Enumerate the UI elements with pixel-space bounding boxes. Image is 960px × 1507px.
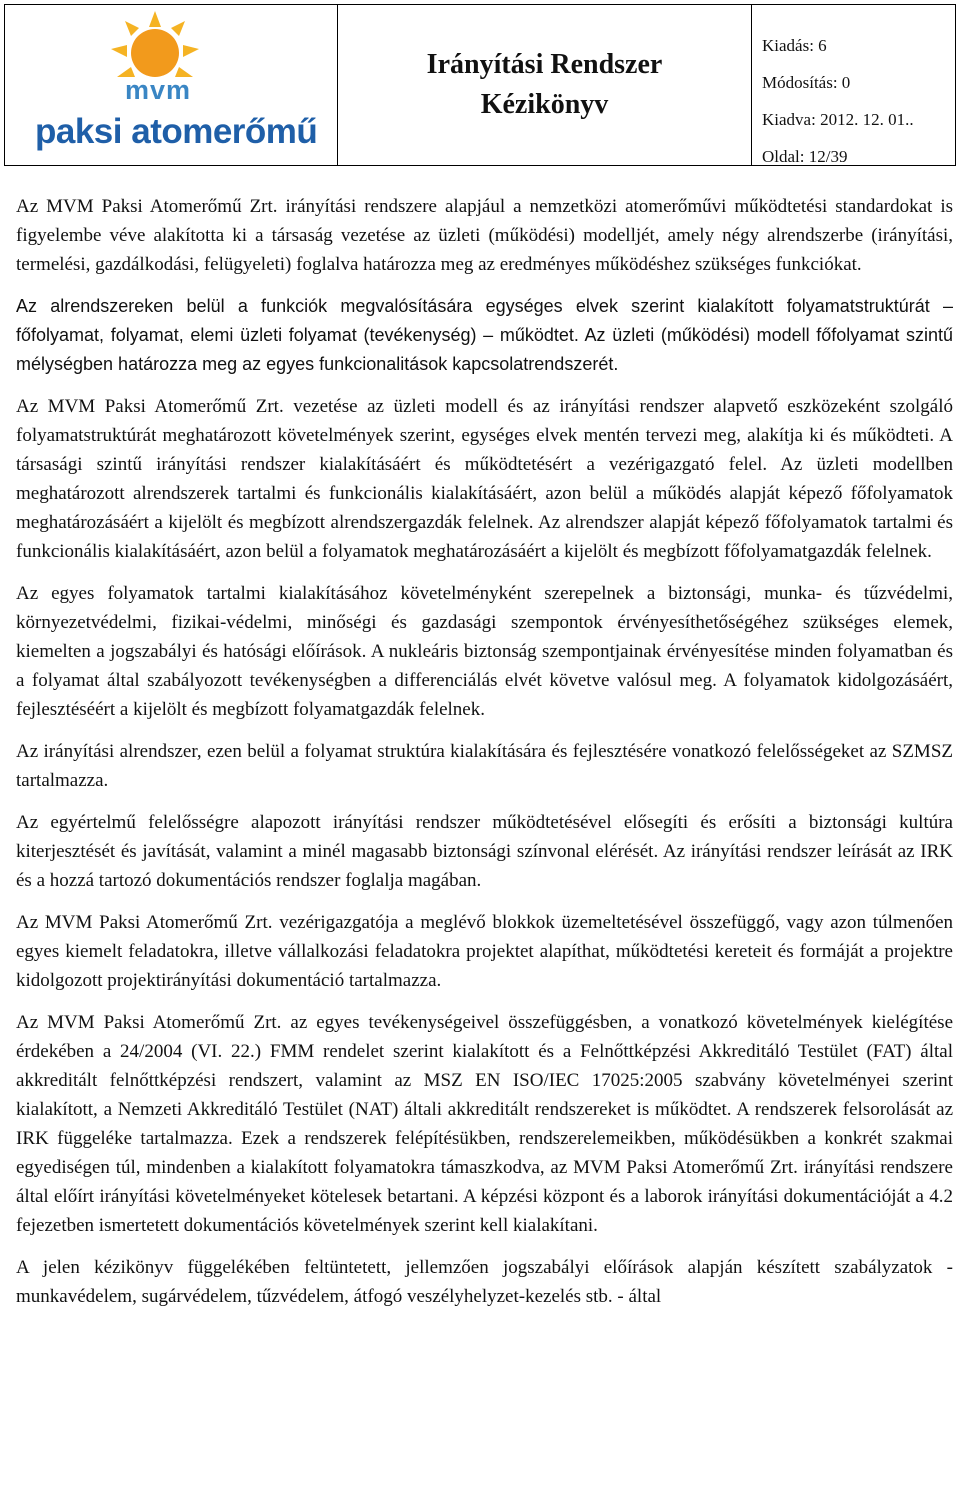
document-header <box>4 4 956 166</box>
meta-kiadva: Kiadva: 2012. 12. 01.. <box>762 110 914 129</box>
paragraph-1: Az MVM Paksi Atomerőmű Zrt. irányítási rendszere alapjául a nemzetközi atomerőművi működtetési standardokat is figyelembe véve alakította ki a társaság vezetése az üzleti (működési) modelljét, amely négy alrendszerbe (irányítási, termelési, gazdálkodási, felügyeleti) foglalva határozza meg az eredményes működéshez szükséges funkciókat. <box>16 196 953 275</box>
logo-mvm-text: mvm <box>125 75 192 105</box>
paragraph-9: A jelen kézikönyv függelékében feltüntetett, jellemzően jogszabályi előírások alapján készített szabályzatok - munkavédelem, sugárvédelem, tűzvédelem, átfogó veszélyhelyzet-kezelés stb. - által <box>16 1257 953 1307</box>
document-meta <box>752 5 955 165</box>
document-body <box>16 192 953 1324</box>
title-line-1: Irányítási Rendszer <box>426 49 663 80</box>
paragraph-4: Az egyes folyamatok tartalmi kialakításához követelményként szerepelnek a biztonsági, munka- és tűzvédelmi, környezetvédelmi, fizikai-védelmi, minőségi és gazdasági szempontok érvényesíthetőségéhez szükséges elemek, kiemelten a jogszabályi és hatósági előírások. A nukleáris biztonság szempontjainak érvényesítése minden folyamatban és a folyamat által szabályozott tevékenységben a differenciálás elvét követve valósul meg. A folyamatok kidolgozásáért, fejlesztéséért a kijelölt és megbízott folyamatgazdák felelnek. <box>16 583 953 720</box>
paragraph-7: Az MVM Paksi Atomerőmű Zrt. vezérigazgatója a meglévő blokkok üzemeltetésével összefüggő, vagy azon túlmenően egyes kiemelt feladatokra, illetve vállalkozási feladatokra projektet alapíthat, működtetési kereteit és formáját a projektre kidolgozott projektirányítási dokumentáció tartalmazza. <box>16 912 953 991</box>
document-title <box>338 5 752 165</box>
meta-oldal: Oldal: 12/39 <box>762 147 848 166</box>
meta-kiadas: Kiadás: 6 <box>762 36 827 55</box>
company-logo <box>5 5 338 165</box>
paragraph-6: Az egyértelmű felelősségre alapozott irányítási rendszer működtetésével elősegíti és erősíti a biztonsági kultúra kiterjesztését és javítását, valamint a minél magasabb biztonsági színvonal elérését. Az irányítási rendszer leírását az IRK és a hozzá tartozó dokumentációs rendszer foglalja magában. <box>16 812 953 891</box>
paragraph-8: Az MVM Paksi Atomerőmű Zrt. az egyes tevékenységeivel összefüggésben, a vonatkozó követelmények kielégítése érdekében a 24/2004 (VI. 22.) FMM rendelet szerint kialakított és a Felnőttképzési Akkreditáló Testület (FAT) által akkreditált felnőttképzési rendszert, valamint az MSZ EN ISO/IEC 17025:2005 szabvány követelményei szerint kialakított, a Nemzeti Akkreditáló Testület (NAT) általi akkreditált rendszereket is működtet. A rendszerek felsorolását az IRK függeléke tartalmazza. Ezek a rendszerek felépítésükben, rendszerelemeikben, működésükben a konkrét szakmai egyediségen túl, mindenben a kialakított folyamatokra támaszkodva, az MVM Paksi Atomerőmű Zrt. irányítási rendszere által előírt irányítási követelményeket kötelesek betartani. A képzési központ és a laborok irányítási dokumentációját a 4.2 fejezetben ismertetett dokumentációs követelmények szerint kell kialakítani. <box>16 1012 953 1236</box>
meta-modositas: Módosítás: 0 <box>762 73 851 92</box>
paragraph-2: Az alrendszereken belül a funkciók megvalósítására egységes elvek szerint kialakított folyamatstruktúrát – főfolyamat, folyamat, elemi üzleti folyamat (tevékenység) – működtet. Az üzleti (működési) modell főfolyamat szintű mélységben határozza meg az egyes funkcionalitások kapcsolatrendszerét. <box>16 296 953 374</box>
paragraph-3: Az MVM Paksi Atomerőmű Zrt. vezetése az üzleti modell és az irányítási rendszer alapvető eszközeként szolgáló folyamatstruktúrát meghatározott követelmények szerint, egységes elvek mentén tervezi meg, alakítja ki és működteti. A társasági szintű irányítási rendszer kialakításáért és működtetésért a vezérigazgató felel. Az üzleti modellben meghatározott alrendszerek tartalmi és funkcionális kialakításáért, azon belül a működés alapját képező főfolyamatok meghatározásáért a kijelölt és megbízott alrendszergazdák felelnek. Az alrendszer alapját képező főfolyamatok tartalmi és funkcionális kialakításáért, azon belül a folyamatok meghatározásáért a kijelölt és megbízott főfolyamatgazdák felelnek. <box>16 396 953 562</box>
logo-company-text: paksi atomerőmű <box>35 112 318 151</box>
title-line-2: Kézikönyv <box>480 89 609 120</box>
paragraph-5: Az irányítási alrendszer, ezen belül a folyamat struktúra kialakítására és fejlesztésére vonatkozó felelősségeket az SZMSZ tartalmazza. <box>16 741 953 791</box>
